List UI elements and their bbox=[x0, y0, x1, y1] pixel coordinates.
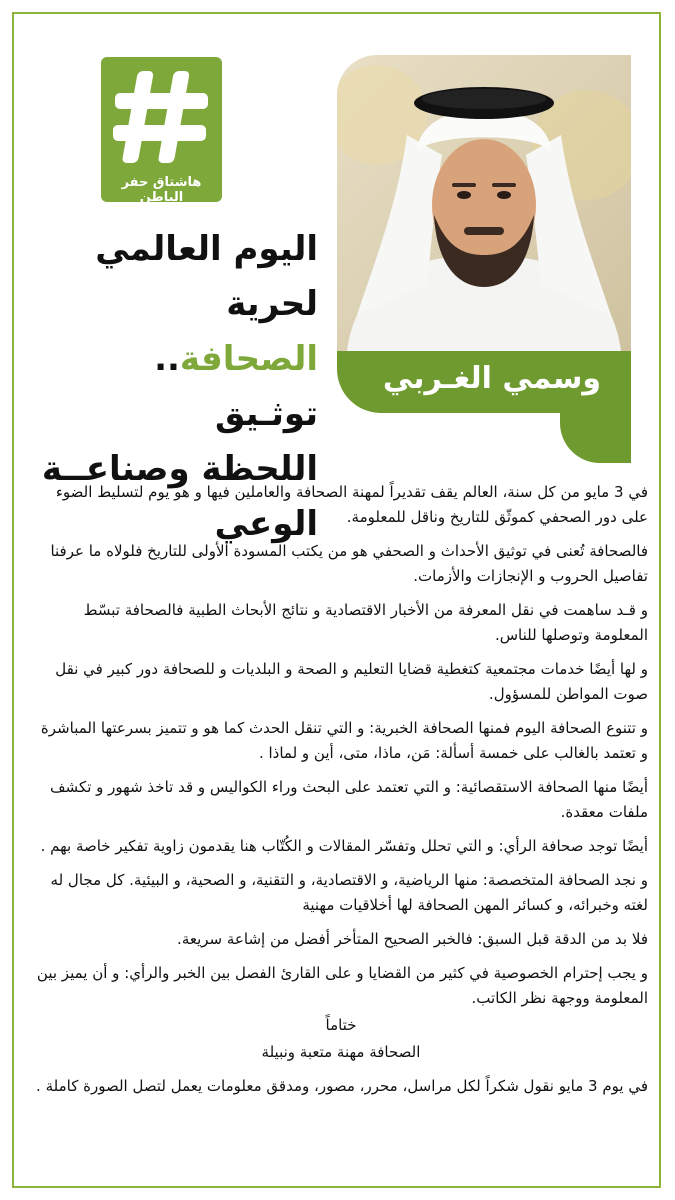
paragraph: فالصحافة تُعنى في توثيق الأحداث و الصحفي هو من يكتب المسودة الأولى للتاريخ فلولاه ما عرفنا تفاصيل الحروب و الإنجازات والأزمات. bbox=[50, 542, 648, 585]
author-name: وسمي الغـربي bbox=[382, 361, 601, 396]
paragraph: أيضًا منها الصحافة الاستقصائية: و التي تعتمد على البحث وراء الكواليس و قد تاخذ شهور و تكشف ملفات معقدة. bbox=[50, 778, 648, 821]
paragraph: أيضًا توجد صحافة الرأي: و التي تحلل وتفسّر المقالات و الكُتّاب هنا يقدمون زاوية تفكير خاصة بهم . bbox=[40, 837, 648, 855]
headline-line-3: اللحظة وصناعــة bbox=[41, 449, 318, 489]
closing-line: الصحافة مهنة متعبة ونبيلة bbox=[261, 1043, 421, 1061]
closing-label: ختاماً bbox=[325, 1016, 357, 1034]
author-name-bar bbox=[337, 351, 631, 413]
headline-line-1: اليوم العالمي لحرية bbox=[95, 229, 318, 324]
headline-line-2 bbox=[40, 332, 318, 442]
paragraph: في 3 مايو من كل سنة، العالم يقف تقديراً لمهنة الصحافة والعاملين فيها و هو يوم لتسليط الضوء على دور الصحفي كموثّق للتاريخ وناقل للمعلومة. bbox=[55, 483, 648, 526]
hashtag-icon bbox=[111, 65, 212, 169]
paragraph: فلا بد من الدقة قبل السبق: فالخبر الصحيح المتأخر أفضل من إشاعة سريعة. bbox=[177, 930, 648, 948]
paragraph: في يوم 3 مايو نقول شكراً لكل مراسل، محرر، مصور، ومدقق معلومات يعمل لتصل الصورة كاملة . bbox=[36, 1077, 648, 1095]
paragraph: و تتنوع الصحافة اليوم فمنها الصحافة الخبرية: و التي تنقل الحدث كما هو و تتميز بسرعتها المباشرة و تعتمد بالغالب على خمسة أسألة: مَن، ماذا، متى، أين و لماذا . bbox=[40, 719, 648, 762]
hashtag-logo bbox=[101, 57, 222, 205]
paragraph: و قـد ساهمت في نقل المعرفة من الأخبار الاقتصادية و نتائج الأبحاث الطبية فالصحافة تبسّط المعلومة وتوصلها للناس. bbox=[83, 601, 648, 644]
headline-line-4: الوعي bbox=[214, 504, 318, 544]
author-photo bbox=[337, 55, 631, 351]
headline-accent: الصحافة bbox=[179, 339, 318, 379]
paragraph: و نجد الصحافة المتخصصة: منها الرياضية، و الاقتصادية، و التقنية، و الصحية، و البيئية. كل مجال له لغته وخبرائه، و كسائر المهن الصحافة لها أخلاقيات مهنية bbox=[50, 871, 648, 914]
logo-caption: هاشتاق حفر الباطن bbox=[121, 175, 202, 205]
paragraph: و لها أيضًا خدمات مجتمعية كتغطية قضايا التعليم و الصحة و البلديات و للصحافة دور كبير في نقل صوت المواطن للمسؤول. bbox=[55, 660, 648, 703]
article-body bbox=[34, 480, 648, 1108]
paragraph: و يجب إحترام الخصوصية في كثير من القضايا و على القارئ الفصل بين الخبر والرأي: و أن يميز بين المعلومة ووجهة نظر الكاتب. bbox=[36, 964, 648, 1007]
headline-line-2-rest: .. توثـيق bbox=[154, 339, 318, 434]
